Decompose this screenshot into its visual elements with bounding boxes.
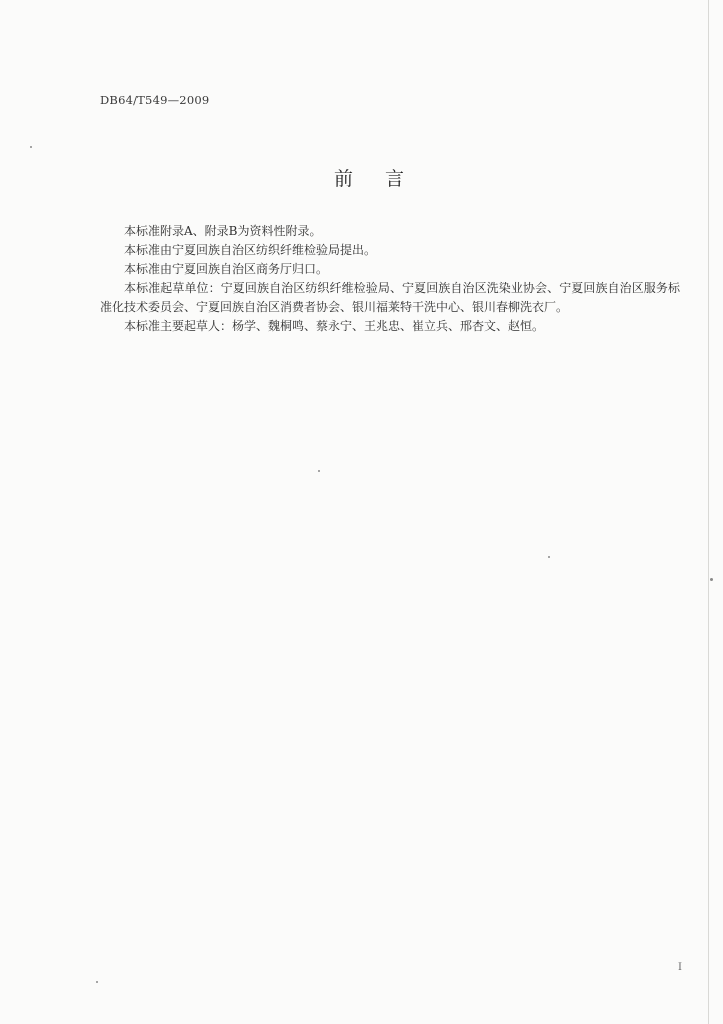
standard-code: DB64/T549—2009: [100, 93, 210, 107]
scan-speck: [548, 556, 550, 558]
paragraph-proposer: 本标准由宁夏回族自治区纺织纤维检验局提出。: [124, 243, 377, 257]
scan-speck: [710, 578, 713, 581]
page-number: I: [678, 962, 682, 973]
paragraph-drafters: 本标准主要起草人：杨学、魏桐鸣、蔡永宁、王兆忠、崔立兵、邢杏文、赵恒。: [124, 319, 545, 333]
paragraph-appendix: 本标准附录A、附录B为资料性附录。: [124, 224, 322, 238]
scan-speck: [318, 470, 320, 472]
paragraph-drafting-units: 本标准起草单位：宁夏回族自治区纺织纤维检验局、宁夏回族自治区洗染业协会、宁夏回族自治区服务标准化技术委员会、宁夏回族自治区消费者协会、银川福莱特干洗中心、银川春柳洗衣厂。: [100, 281, 680, 314]
page-title: 前言: [333, 168, 436, 190]
scan-speck: [96, 981, 98, 983]
foreword-body: [100, 222, 680, 336]
scan-edge-line: [708, 0, 709, 1024]
paragraph-administrator: 本标准由宁夏回族自治区商务厅归口。: [124, 262, 329, 276]
scan-speck: [30, 146, 32, 148]
